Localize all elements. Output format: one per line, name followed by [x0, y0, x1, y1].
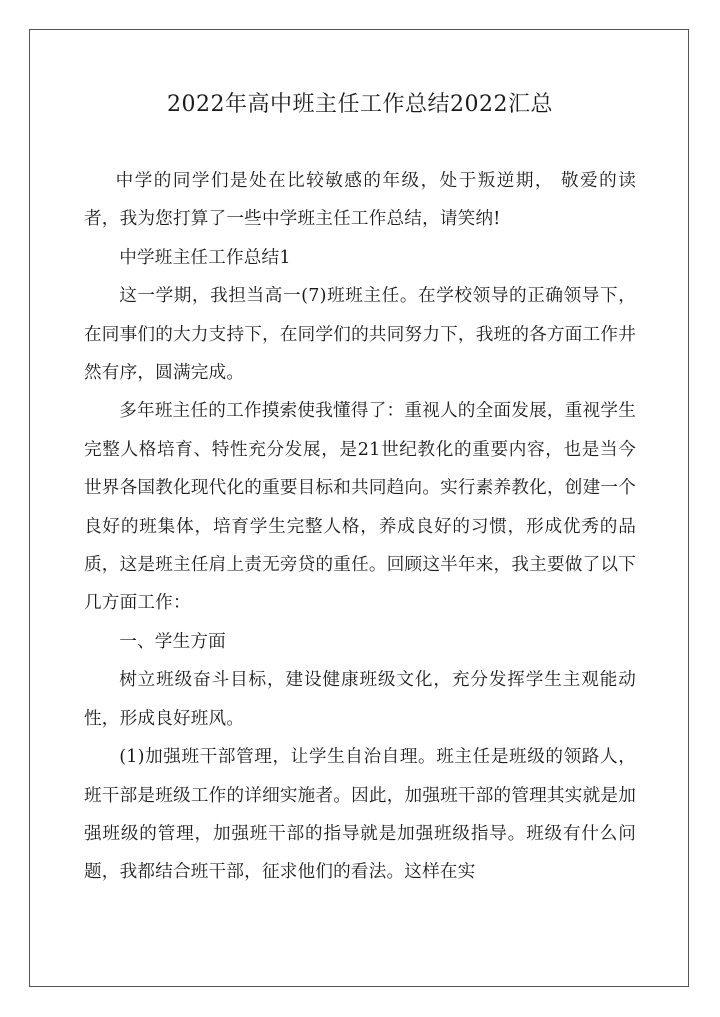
- paragraph: (1)加强班干部管理，让学生自治自理。班主任是班级的领路人，班干部是班级工作的详细实施者。因此，加强班干部的管理其实就是加强班级的管理，加强班干部的指导就是加强班级指导。班级有什么问题，我都结合班干部，征求他们的看法。这样在实: [84, 747, 636, 883]
- section-heading-summary-1: 中学班主任工作总结1: [119, 247, 291, 268]
- paragraph: 多年班主任的工作摸索使我懂得了：重视人的全面发展，重视学生完整人格培育、特性充分发展，是21世纪教化的重要内容，也是当今世界各国教化现代化的重要目标和共同趋向。实行素养教化，创建一个良好的班集体，培育学生完整人格，养成良好的习惯，形成优秀的品质，这是班主任肩上责无旁贷的重任。回顾这半年来，我主要做了以下几方面工作：: [84, 401, 636, 614]
- section-heading-students: 一、学生方面: [119, 631, 226, 652]
- paragraph: 树立班级奋斗目标，建设健康班级文化，充分发挥学生主观能动性，形成良好班风。: [84, 670, 636, 729]
- paragraph-intro: 中学的同学们是处在比较敏感的年级，处于叛逆期， 敬爱的读者，我为您打算了一些中学班主任工作总结，请笑纳!: [84, 171, 636, 230]
- paragraph: 这一学期，我担当高一(7)班班主任。在学校领导的正确领导下，在同事们的大力支持下，在同学们的共同努力下，我班的各方面工作井然有序，圆满完成。: [84, 286, 636, 384]
- document-body: [84, 162, 636, 892]
- document-title: 2022年高中班主任工作总结2022汇总: [167, 92, 553, 117]
